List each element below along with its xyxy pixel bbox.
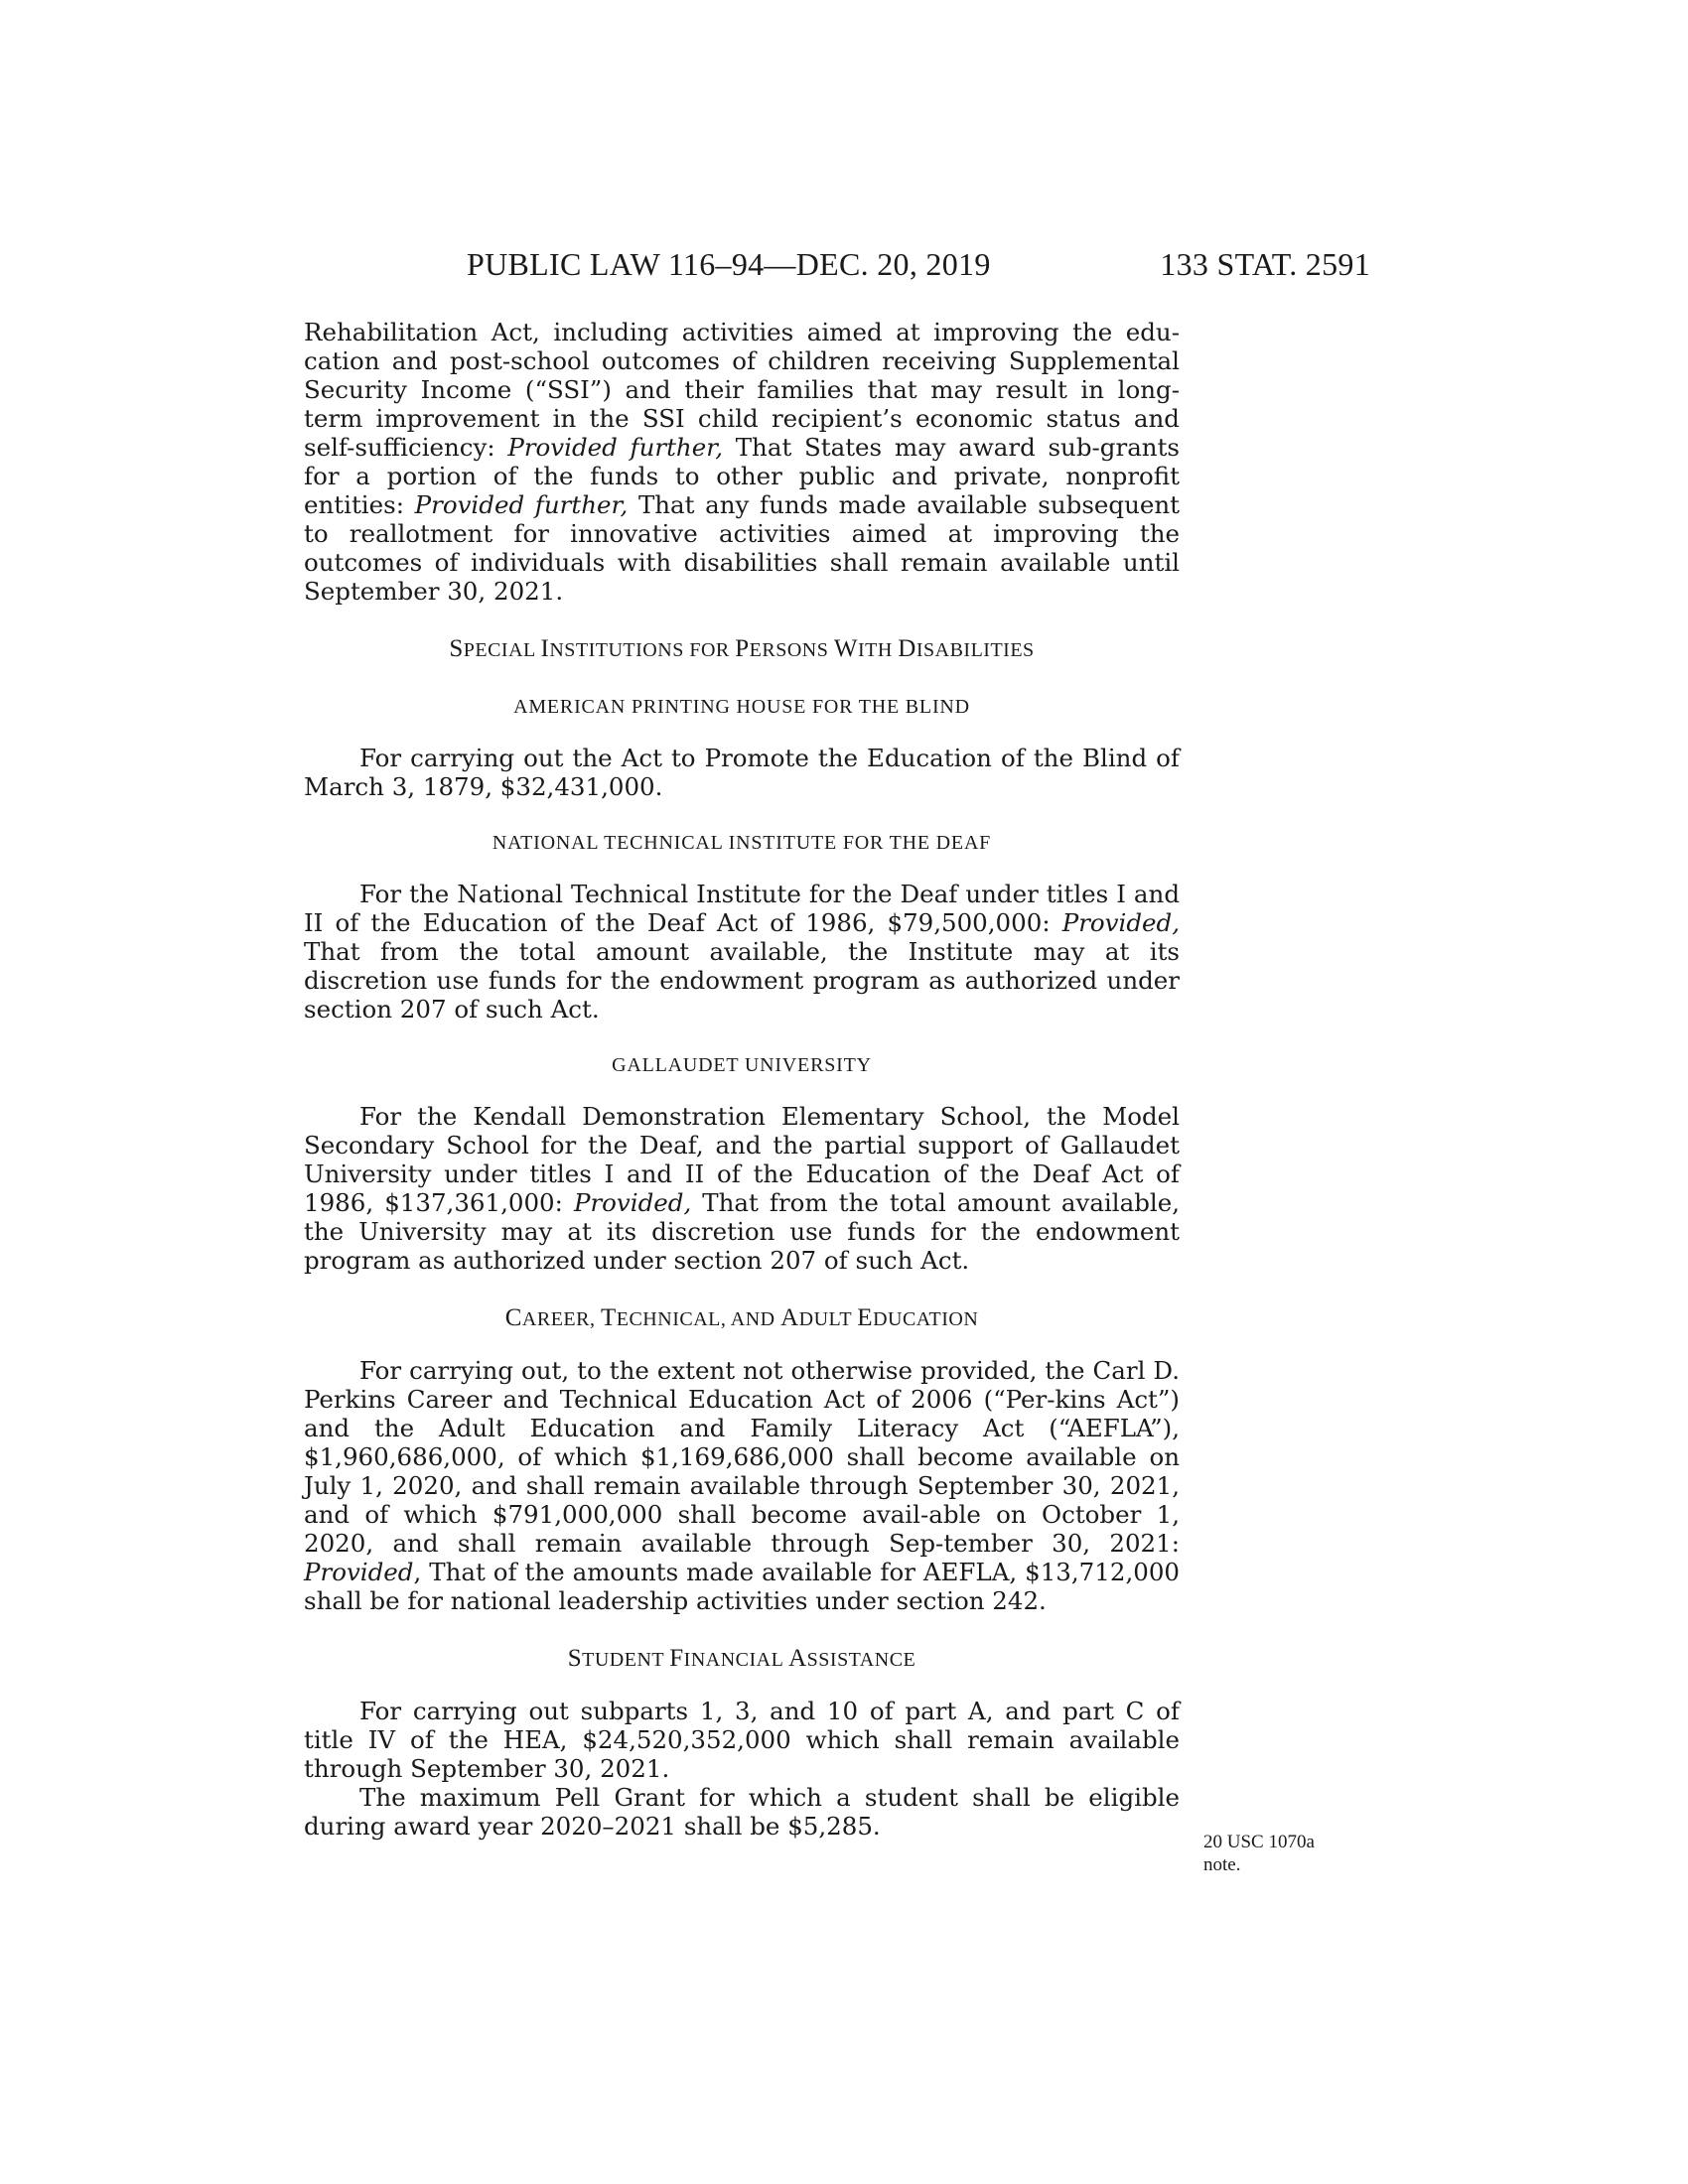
heading-letter: S bbox=[567, 1645, 583, 1672]
sfa-paragraph-2: The maximum Pell Grant for which a student shall be eligible during award year 2020–2021 shall be $5,285. bbox=[304, 1783, 1180, 1841]
page-header bbox=[0, 246, 1688, 286]
intro-text-1: Rehabilitation Act, including activities aimed at improving the edu-cation and post-school outcomes of children receiving Supplemental Security Income (“SSI”) and their families that may result in long-term improvement in the SSI child recipient’s economic status and self-sufficiency: bbox=[304, 318, 1180, 462]
heading-word: ECHNICAL, AND bbox=[616, 1308, 781, 1330]
heading-letter: F bbox=[669, 1645, 684, 1672]
ntid-paragraph bbox=[304, 880, 1180, 1024]
heading-word: NSTITUTIONS FOR bbox=[549, 639, 736, 661]
sfa-paragraph-1: For carrying out subparts 1, 3, and 10 of part A, and part C of title IV of the HEA, $24,520,352,000 which shall remain available through September 30, 2021. bbox=[304, 1697, 1180, 1783]
intro-text-2: That States may award sub-grants for a portion of the funds to other public and private, nonprofit entities: bbox=[304, 433, 1180, 519]
heading-special-institutions bbox=[304, 634, 1180, 665]
heading-word: AREER, bbox=[521, 1308, 601, 1330]
margin-note-citation bbox=[1203, 1831, 1352, 1876]
heading-letter: A bbox=[788, 1645, 807, 1672]
header-stat-page: 133 STAT. 2591 bbox=[1160, 246, 1370, 282]
heading-student-financial-assistance bbox=[304, 1644, 1180, 1675]
heading-letter: C bbox=[504, 1304, 522, 1331]
heading-letter: I bbox=[540, 635, 550, 662]
intro-text-3: That any funds made available subsequent to reallotment for innovative activities aimed at improving the outcomes of individuals with disabilities shall remain available until September 30, 2021. bbox=[304, 490, 1180, 606]
margin-note-line-2: note. bbox=[1203, 1854, 1241, 1875]
heading-letter: P bbox=[735, 635, 750, 662]
heading-word: ISABILITIES bbox=[915, 639, 1035, 661]
heading-letter: T bbox=[600, 1304, 617, 1331]
heading-letter: A bbox=[780, 1304, 799, 1331]
heading-word: DUCATION bbox=[873, 1308, 979, 1330]
ntid-italic-1: Provided, bbox=[1061, 908, 1180, 937]
ntid-text-1: For the National Technical Institute for the Deaf under titles I and II of the Education of the Deaf Act of 1986, $79,500,000: bbox=[304, 880, 1180, 937]
ctae-paragraph bbox=[304, 1356, 1180, 1615]
heading-word: PECIAL bbox=[463, 639, 541, 661]
heading-american-printing-house: AMERICAN PRINTING HOUSE FOR THE BLIND bbox=[513, 696, 970, 718]
heading-word: ERSONS bbox=[749, 639, 834, 661]
margin-note-line-1: 20 USC 1070a bbox=[1203, 1832, 1315, 1852]
heading-word: INANCIAL bbox=[683, 1649, 789, 1671]
heading-word: DULT bbox=[798, 1308, 858, 1330]
gallaudet-paragraph bbox=[304, 1102, 1180, 1275]
gallaudet-text-2: That from the total amount available, the University may at its discretion use funds for the endowment program as authorized under section 207 of such Act. bbox=[304, 1188, 1181, 1275]
heading-word: SSISTANCE bbox=[806, 1649, 916, 1671]
heading-gallaudet: GALLAUDET UNIVERSITY bbox=[612, 1054, 872, 1076]
heading-letter: D bbox=[898, 635, 916, 662]
heading-word: ITH bbox=[857, 639, 899, 661]
heading-letter: S bbox=[449, 635, 464, 662]
intro-paragraph bbox=[304, 318, 1180, 606]
heading-ntid: NATIONAL TECHNICAL INSTITUTE FOR THE DEAF bbox=[492, 832, 992, 854]
intro-italic-2: Provided further, bbox=[414, 490, 629, 519]
ctae-text-2: , That of the amounts made available for AEFLA, $13,712,000 shall be for national leadership activities under section 242. bbox=[304, 1558, 1180, 1615]
heading-word: TUDENT bbox=[582, 1649, 670, 1671]
ntid-text-2: That from the total amount available, the Institute may at its discretion use funds for the endowment program as authorized under section 207 of such Act. bbox=[304, 937, 1180, 1024]
ctae-text-1: For carrying out, to the extent not otherwise provided, the Carl D. Perkins Career and Technical Education Act of 2006 (“Per-kins Act”) and the Adult Education and Family Literacy Act (“AEFLA”), $1,960,686,000, of which $1,169,686,000 shall become available on July 1, 2020, and shall remain available through September 30, 2021, and of which $791,000,000 shall become avail-able on October 1, 2020, and shall remain available through Sep-tember 30, 2021: bbox=[304, 1356, 1180, 1558]
gallaudet-italic-1: Provided, bbox=[573, 1188, 692, 1217]
heading-letter: E bbox=[857, 1304, 874, 1331]
gallaudet-text-1: For the Kendall Demonstration Elementary School, the Model Secondary School for the Deaf, and the partial support of Gallaudet University under titles I and II of the Education of the Deaf Act of 1986, $137,361,000: bbox=[304, 1102, 1180, 1217]
body-column bbox=[304, 318, 1180, 1841]
intro-italic-1: Provided further, bbox=[507, 433, 724, 462]
aph-paragraph: For carrying out the Act to Promote the Education of the Blind of March 3, 1879, $32,431,000. bbox=[304, 744, 1180, 801]
header-title: PUBLIC LAW 116–94—DEC. 20, 2019 bbox=[467, 246, 991, 282]
heading-letter: W bbox=[833, 635, 858, 662]
heading-career-technical-adult bbox=[304, 1303, 1180, 1334]
ctae-italic-1: Provided bbox=[304, 1558, 414, 1586]
